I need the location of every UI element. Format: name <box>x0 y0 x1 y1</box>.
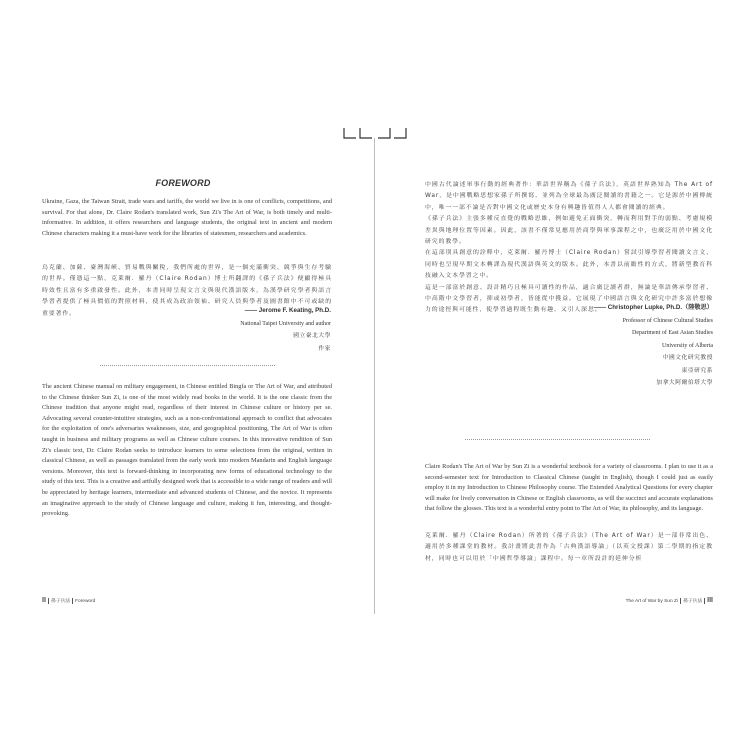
foreword-paragraph-keating-en <box>42 197 332 239</box>
signature-university: University of Alberta <box>662 342 713 349</box>
foreword-paragraph-lupke-zh <box>425 180 713 317</box>
paragraph-text: The ancient Chinese manual on military engagement, in Chinese entitled Bingfa or The Art of War, and attributed to the Chinese thinker Sun Zi, is one of the most widely read books in the world. It is the one classic from the Chinese tradition that anyone might read, regardless of their interest in Chinese culture or history per se. Advocating several counter-intuitive strategies, such as a non-confrontational approach to conflict that advocates for the exploitation of one's adversaries weaknesses, size, and geographical positioning, The Art of War is often taught in business and military programs as well as Chinese culture courses. In this innovative rendition of Sun Zi's classic text, Dr. Claire Rodan seeks to introduce learners to some selections from the original, written in classical Chinese, as well as passages translated from the early work into modern Mandarin and English language versions. Moreover, this text is forward-thinking in incorporating new forms of educational technology to the study of this text. This is a creative and artfully designed work that is accessible to a wide range of readers and will be appreciated by heritage learners, intermediate and advanced students of Chinese, and the novice. It represents an imaginative approach to the study of Chinese language and culture, making it fun, interesting, and thought-provoking. <box>42 383 332 518</box>
paragraph-text: 《孫子兵法》主張多種反直覺的戰略思維，例如避免正面衝突，轉而利用對手的弱點、考慮規模差異與地理位置等因素。因此，該書不僅常見應用於商學與軍事課程之中，也廣泛用於中國文化研究的教學。 <box>425 216 713 246</box>
signature-lupke <box>594 302 713 390</box>
page-number: III <box>707 597 713 604</box>
foreword-paragraph-third-en <box>425 462 713 515</box>
foreword-paragraph-third-zh <box>425 531 713 565</box>
signature-name: —— Jerome F. Keating, Ph.D. <box>244 307 331 314</box>
signature-keating <box>240 305 331 355</box>
paragraph-text: Claire Rodan's The Art of War by Sun Zi is a wonderful textbook for a variety of classrooms. I plan to use it as a second-semester text for Introduction to Classical Chinese (taught in English), though I could just as easily employ it in my Introduction to Chinese Philosophy course. The Extended Analytical Questions for every chapter will make for lively conversation in Chinese or English classrooms, as will the succinct and accurate explanations that follow the glosses. This text is a wonderful entry point to The Art of War, its philosophy, and its language. <box>425 463 713 513</box>
section-divider <box>100 365 275 366</box>
paragraph-text: 這是一部富於創意、設計精巧且極具可讀性的作品，適合廣泛讀者群，無論是華語傳承學習者、中高階中文學習者，抑或初學者，皆能從中獲益。它展現了中國語言與文化研究中許多富於想像力的途徑與可能性，使學習過程既生動有趣，又引人深思。 <box>425 284 713 314</box>
signature-title: Professor of Chinese Cultural Studies <box>622 317 713 324</box>
paragraph-text: 在這部別具創意的詮釋中，克萊爾．羅丹博士（Claire Rodan）嘗試引導學習者閱讀文言文，同時也呈現早期文本轉譯為現代漢語與英文的版本。此外，本書以前瞻性的方式，將新型教育科技融入文本學習之中。 <box>425 250 713 280</box>
footer-separator <box>704 598 705 604</box>
page-footer-left <box>42 597 95 604</box>
foreword-paragraph-lupke-en <box>42 382 332 520</box>
page-number: II <box>42 597 46 604</box>
section-divider <box>465 439 650 440</box>
footer-book-title: The Art of War by Sun Zi <box>625 599 678 604</box>
signature-department-zh: 東亞研究系 <box>681 367 713 374</box>
right-page <box>375 0 750 750</box>
signature-title-zh: 中國文化研究教授 <box>662 355 713 361</box>
paragraph-text: Ukraine, Gaza, the Taiwan Strait, trade wars and tariffs, the world we live in is one of conflicts, competitions, and survival. For that alone, Dr. Claire Rodan's translated work, Sun Zi's The Art of War, is both timely and multi-informative. In addition, it offers researchers and language students, the original text in ancient and modern Chinese characters making it a must-have work for the libraries of statesmen, researchers and academics. <box>42 198 332 237</box>
footer-separator <box>48 598 49 604</box>
paragraph-text: 克萊爾．羅丹（Claire Rodan）所著的《孫子兵法》（The Art of War）是一部非常出色、適用於多種課堂的教材。我計畫將此書作為「古典漢語導論」（以英文授課）第二學期的指定教材，同時也可以用於「中國哲學導論」課程中。每一章所設計的延伸分析 <box>425 533 713 562</box>
signature-department: Department of East Asian Studies <box>632 330 713 336</box>
footer-book-title-zh: 孫子兵法 <box>682 599 703 604</box>
footer-section-name: Foreword <box>75 599 96 604</box>
signature-name: —— Christopher Lupke, Ph.D.（陸敬思） <box>593 304 713 311</box>
signature-affiliation: National Taipei University and author <box>240 320 331 327</box>
signature-role-zh: 作家 <box>318 345 331 352</box>
signature-university-zh: 加拿大阿爾伯塔大學 <box>656 380 713 386</box>
paragraph-text: 烏克蘭、加薩、臺灣海峽、貿易戰與關稅，我們所處的世界，是一個充滿衝突、競爭與生存考驗的世界。僅憑這一點，克萊爾．羅丹（Claire Rodan）博士所翻譯的《孫子兵法》便顯得極具時效性且富有多重啟發性。此外，本書同時呈現文言文與現代漢語版本，為漢學研究學者與語言學習者提供了極具價值的對照材料，使其成為政治領袖、研究人員與學者及圖書館中不可或缺的重要著作。 <box>42 265 332 317</box>
footer-book-title-zh: 孫子兵法 <box>50 599 71 604</box>
paragraph-text: 中國古代論述軍事行動的經典著作：華語世界稱為《孫子兵法》，英語世界熟知為 The Art of War，是中國戰略思想家孫子所撰寫，並列為全球最為廣泛閱讀的書籍之一。它是源於中國傳統中，唯一一部不論是否對中國文化或歷史本身有興趣皆值得人人都會閱讀的經典。 <box>425 182 713 211</box>
signature-affiliation-zh: 國立臺北大學 <box>293 333 331 339</box>
foreword-heading: FOREWORD <box>155 178 211 188</box>
page-footer-right <box>626 597 713 604</box>
footer-separator <box>72 598 73 604</box>
footer-separator <box>680 598 681 604</box>
